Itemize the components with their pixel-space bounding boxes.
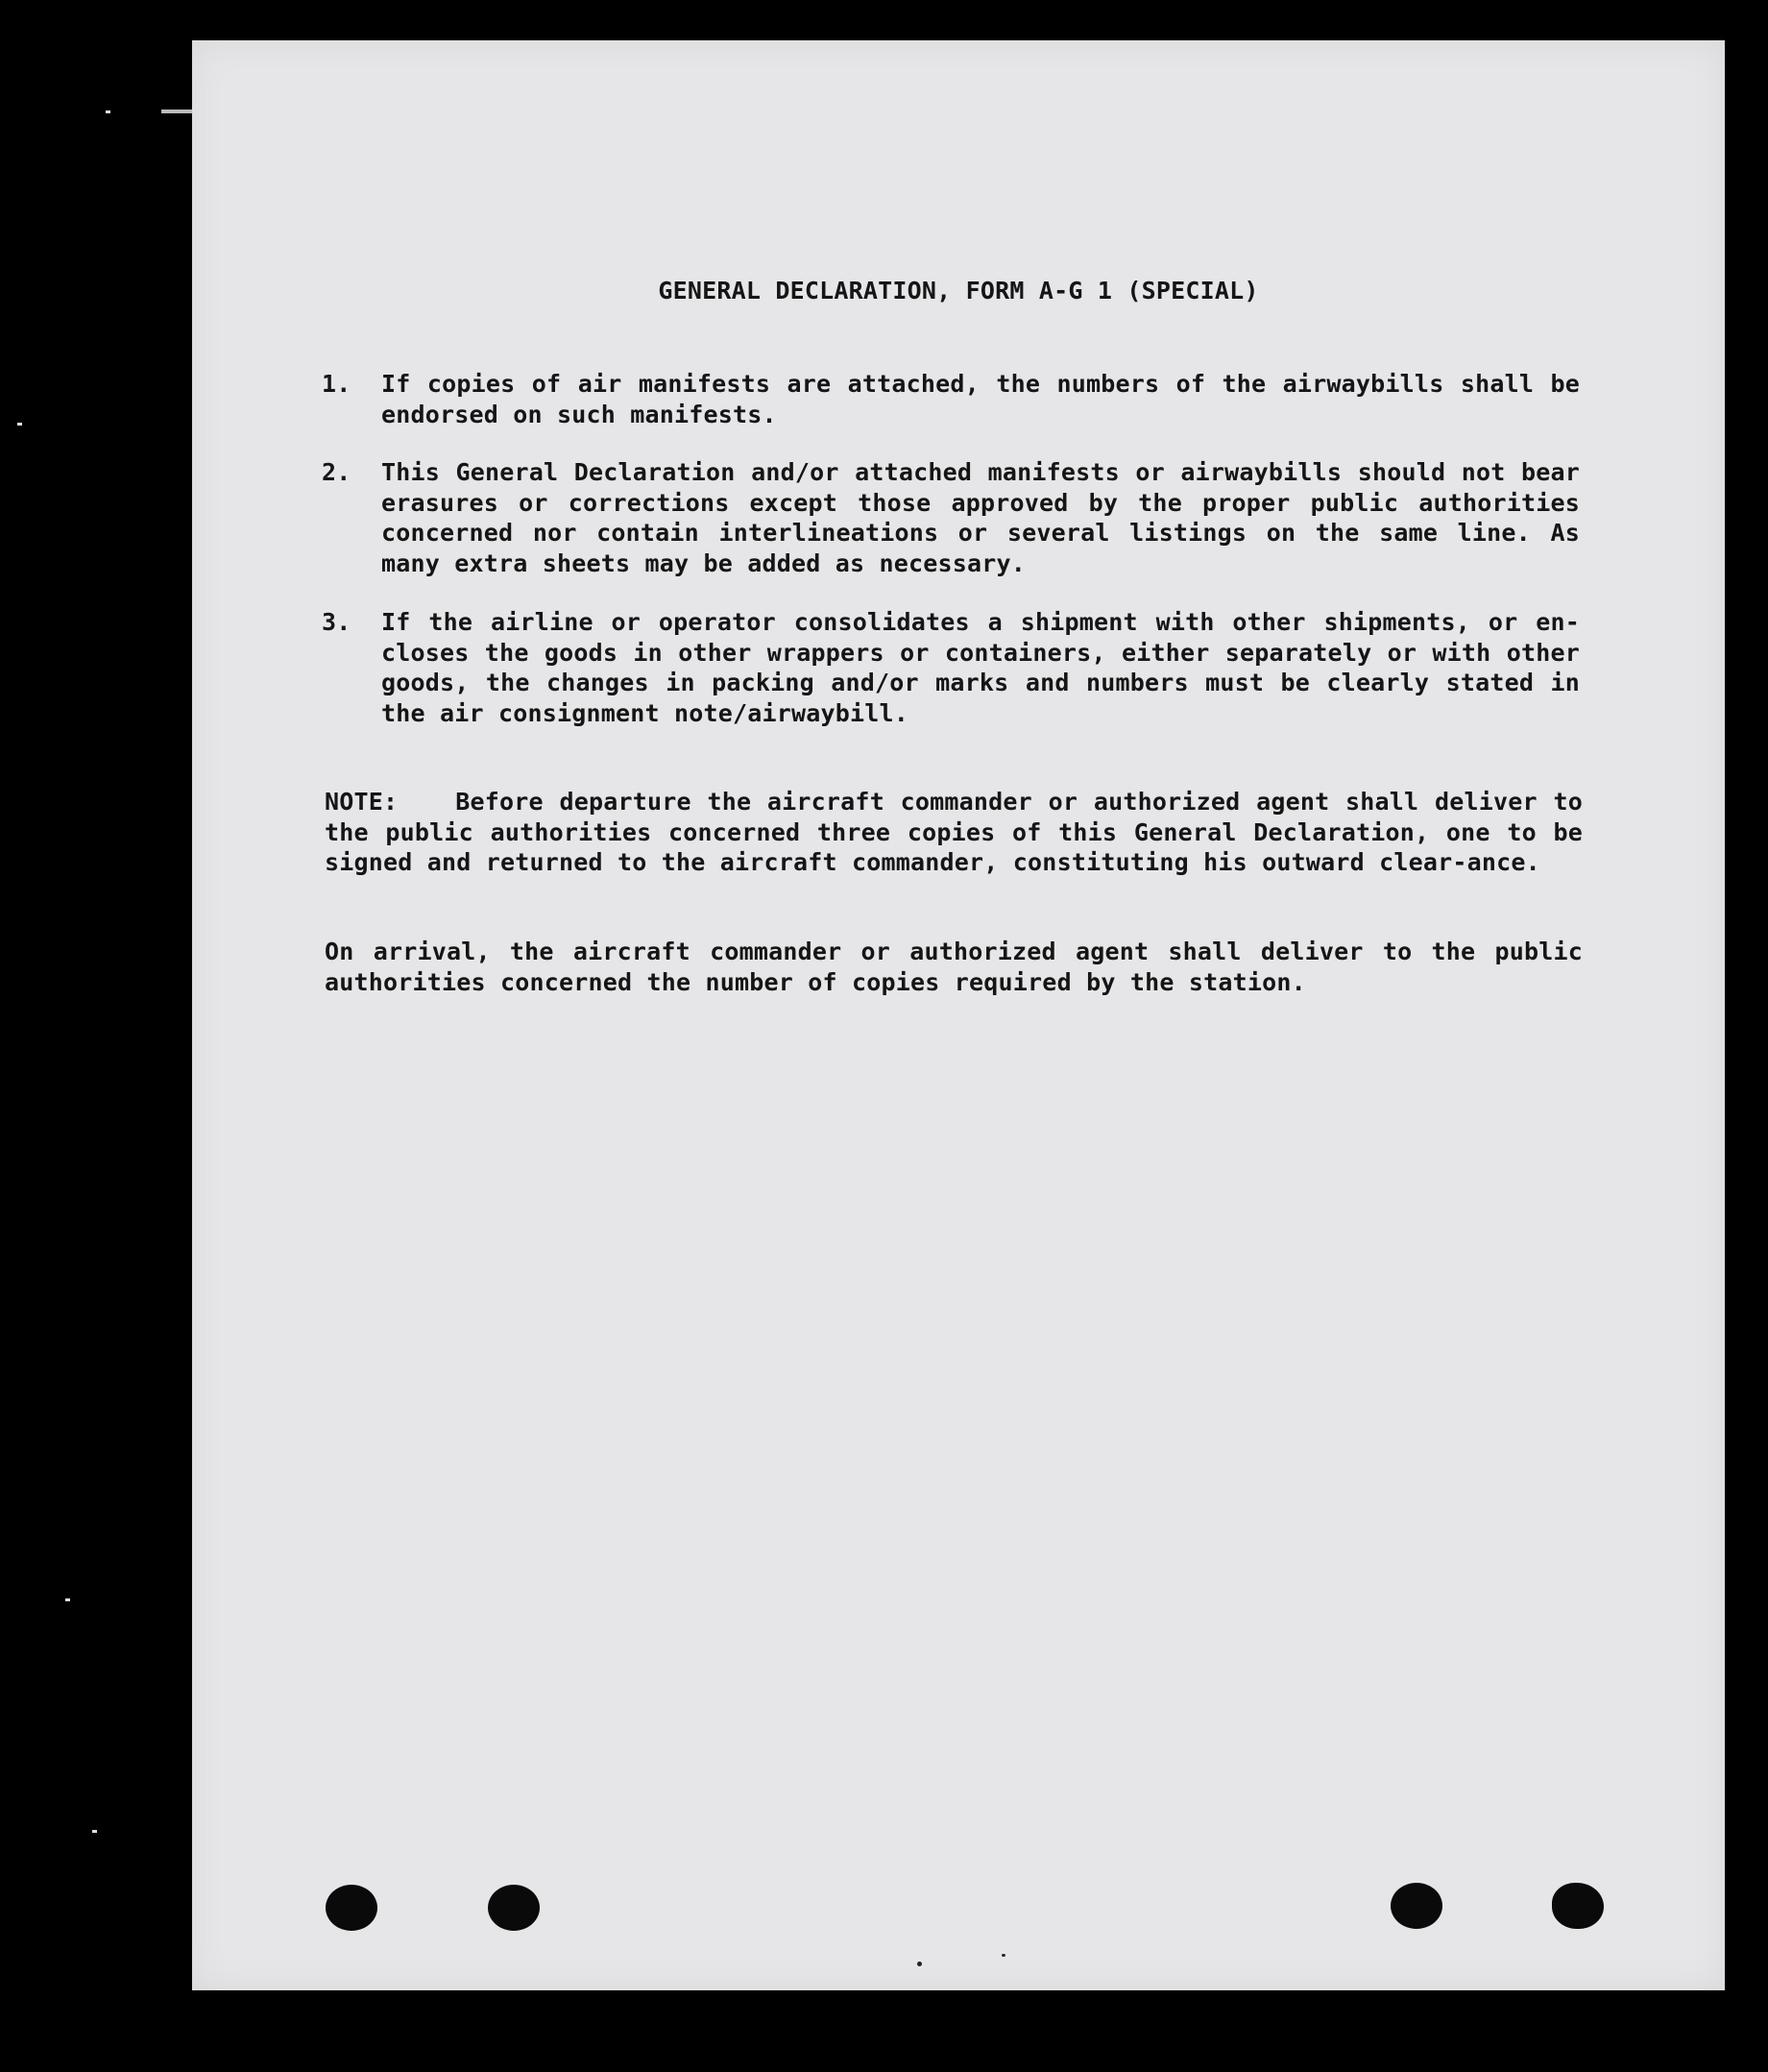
item-number: 2.	[322, 458, 351, 486]
note-paragraph	[325, 787, 1583, 878]
item-text: This General Declaration and/or attached manifests or airwaybills should not bear erasures or corrections except those approved by the proper public authorities concerned nor contain interlineations or several listings on the same line. As many extra sheets may be added as necessary.	[381, 458, 1580, 577]
page-speck	[917, 1962, 922, 1966]
item-text: If copies of air manifests are attached, the numbers of the airwaybills shall be endorsed on such manifests.	[381, 370, 1580, 428]
arrival-paragraph: On arrival, the aircraft commander or authorized agent shall deliver to the public authorities concerned the number of copies required by the station.	[325, 938, 1583, 996]
document-page	[192, 40, 1725, 1990]
scan-speck	[17, 423, 22, 426]
document-title: GENERAL DECLARATION, FORM A-G 1 (SPECIAL)	[658, 277, 1259, 305]
page-speck	[1002, 1954, 1005, 1957]
scan-speck	[106, 110, 110, 113]
note-text: Before departure the aircraft commander or authorized agent shall deliver to the public authorities concerned three copies of this General Declaration, one to be signed and returned to the aircraft commander, constituting his outward clear-ance.	[325, 788, 1583, 876]
punch-hole	[1391, 1883, 1442, 1929]
punch-hole	[326, 1885, 377, 1931]
scan-speck	[92, 1830, 97, 1833]
note-label: NOTE:	[325, 788, 399, 816]
scan-edge-mark	[161, 110, 192, 113]
scan-speck	[65, 1598, 70, 1601]
item-number: 3.	[322, 608, 351, 636]
punch-hole	[1552, 1883, 1604, 1929]
item-text: If the airline or operator consolidates a shipment with other shipments, or en-closes the goods in other wrappers or containers, either separately or with other goods, the changes in packing and/or marks and numbers must be clearly stated in the air consignment note/airwaybill.	[381, 608, 1580, 727]
item-number: 1.	[322, 370, 351, 398]
punch-hole	[488, 1885, 540, 1931]
